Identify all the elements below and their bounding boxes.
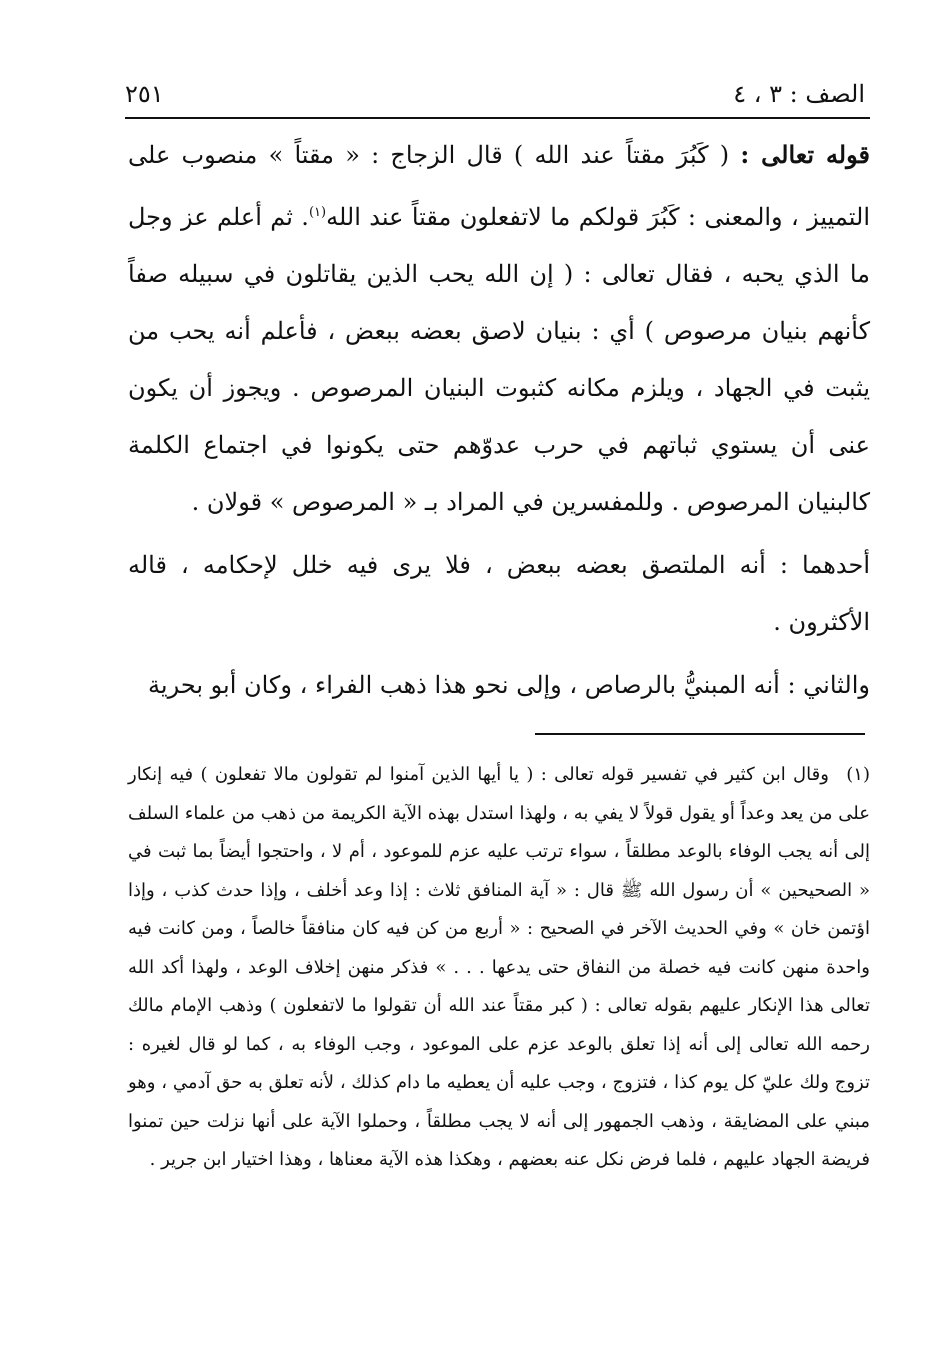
footnote [128, 756, 870, 1180]
header-divider [125, 117, 870, 119]
paragraph-1-continued: . ثم أعلم عز وجل ما الذي يحبه ، فقال تعالى : ( إن الله يحب الذين يقاتلون في سبيله صفاً كأنهم بنيان مرصوص ) أي : بنيان لاصق بعضه ببعض ، فأعلم أنه يحب من يثبت في الجهاد ، ويلزم مكانه كثبوت البنيان المرصوص . ويجوز أن يكون عنى أن يستوي ثباتهم في حرب عدوّهم حتى يكونوا في اجتماع الكلمة كالبنيان المرصوص . وللمفسرين في المراد بـ « المرصوص » قولان . [128, 203, 870, 516]
footnote-divider [535, 733, 865, 735]
page-number: ٢٥١ [125, 80, 164, 108]
footnote-reference: (١) [308, 205, 327, 220]
footnote-marker: (١) [846, 764, 870, 785]
verse-lead: قوله تعالى : [740, 140, 870, 169]
paragraph-1 [128, 126, 870, 531]
main-text [128, 126, 870, 714]
footnote-paragraph [128, 756, 870, 1180]
page-header [125, 72, 865, 116]
paragraph-2: أحدهما : أنه الملتصق بعضه ببعض ، فلا يرى فيه خلل لإحكامه ، قاله الأكثرون . [128, 551, 870, 636]
paragraph-3: والثاني : أنه المبنيُّ بالرصاص ، وإلى نحو هذا ذهب الفراء ، وكان أبو بحرية [148, 671, 870, 699]
surah-reference: الصف : ٣ ، ٤ [733, 80, 865, 108]
paragraph-1-text: ( كَبُرَ مقتاً عند الله ) قال الزجاج : « مقتاً » منصوب على التمييز ، والمعنى : كَبُرَ قولكم ما لاتفعلون مقتاً عند الله [128, 141, 870, 231]
footnote-text: وقال ابن كثير في تفسير قوله تعالى : ( يا أيها الذين آمنوا لم تقولون مالا تفعلون ) فيه إنكار على من يعد وعداً أو يقول قولاً لا يفي به ، ولهذا استدل بهذه الآية الكريمة من ذهب من علماء السلف إلى أنه يجب الوفاء بالوعد مطلقاً ، سواء ترتب عليه عزم للموعود ، أم لا ، واحتجوا أيضاً بما ثبت في « الصحيحين » أن رسول الله ﷺ قال : « آية المنافق ثلاث : إذا وعد أخلف ، وإذا حدث كذب ، وإذا اؤتمن خان » وفي الحديث الآخر في الصحيح : « أربع من كن فيه كان منافقاً خالصاً ، ومن كانت فيه واحدة منهن كانت فيه خصلة من النفاق حتى يدعها . . . » فذكر منهن إخلاف الوعد ، ولهذا أكد الله تعالى هذا الإنكار عليهم بقوله تعالى : ( كبر مقتاً عند الله أن تقولوا ما لاتفعلون ) وذهب الإمام مالك رحمه الله تعالى إلى أنه إذا تعلق بالوعد عزم على الموعود ، وجب الوفاء به ، كما لو قال لغيره : تزوج ولك عليّ كل يوم كذا ، فتزوج ، وجب عليه أن يعطيه ما دام كذلك ، لأنه تعلق به حق آدمي ، وهو مبني على المضايقة ، وذهب الجمهور إلى أنه لا يجب مطلقاً ، وحملوا الآية على أنها نزلت حين تمنوا فريضة الجهاد عليهم ، فلما فرض نكل عنه بعضهم ، وهكذا هذه الآية معناها ، وهذا اختيار ابن جرير . [128, 764, 870, 1170]
